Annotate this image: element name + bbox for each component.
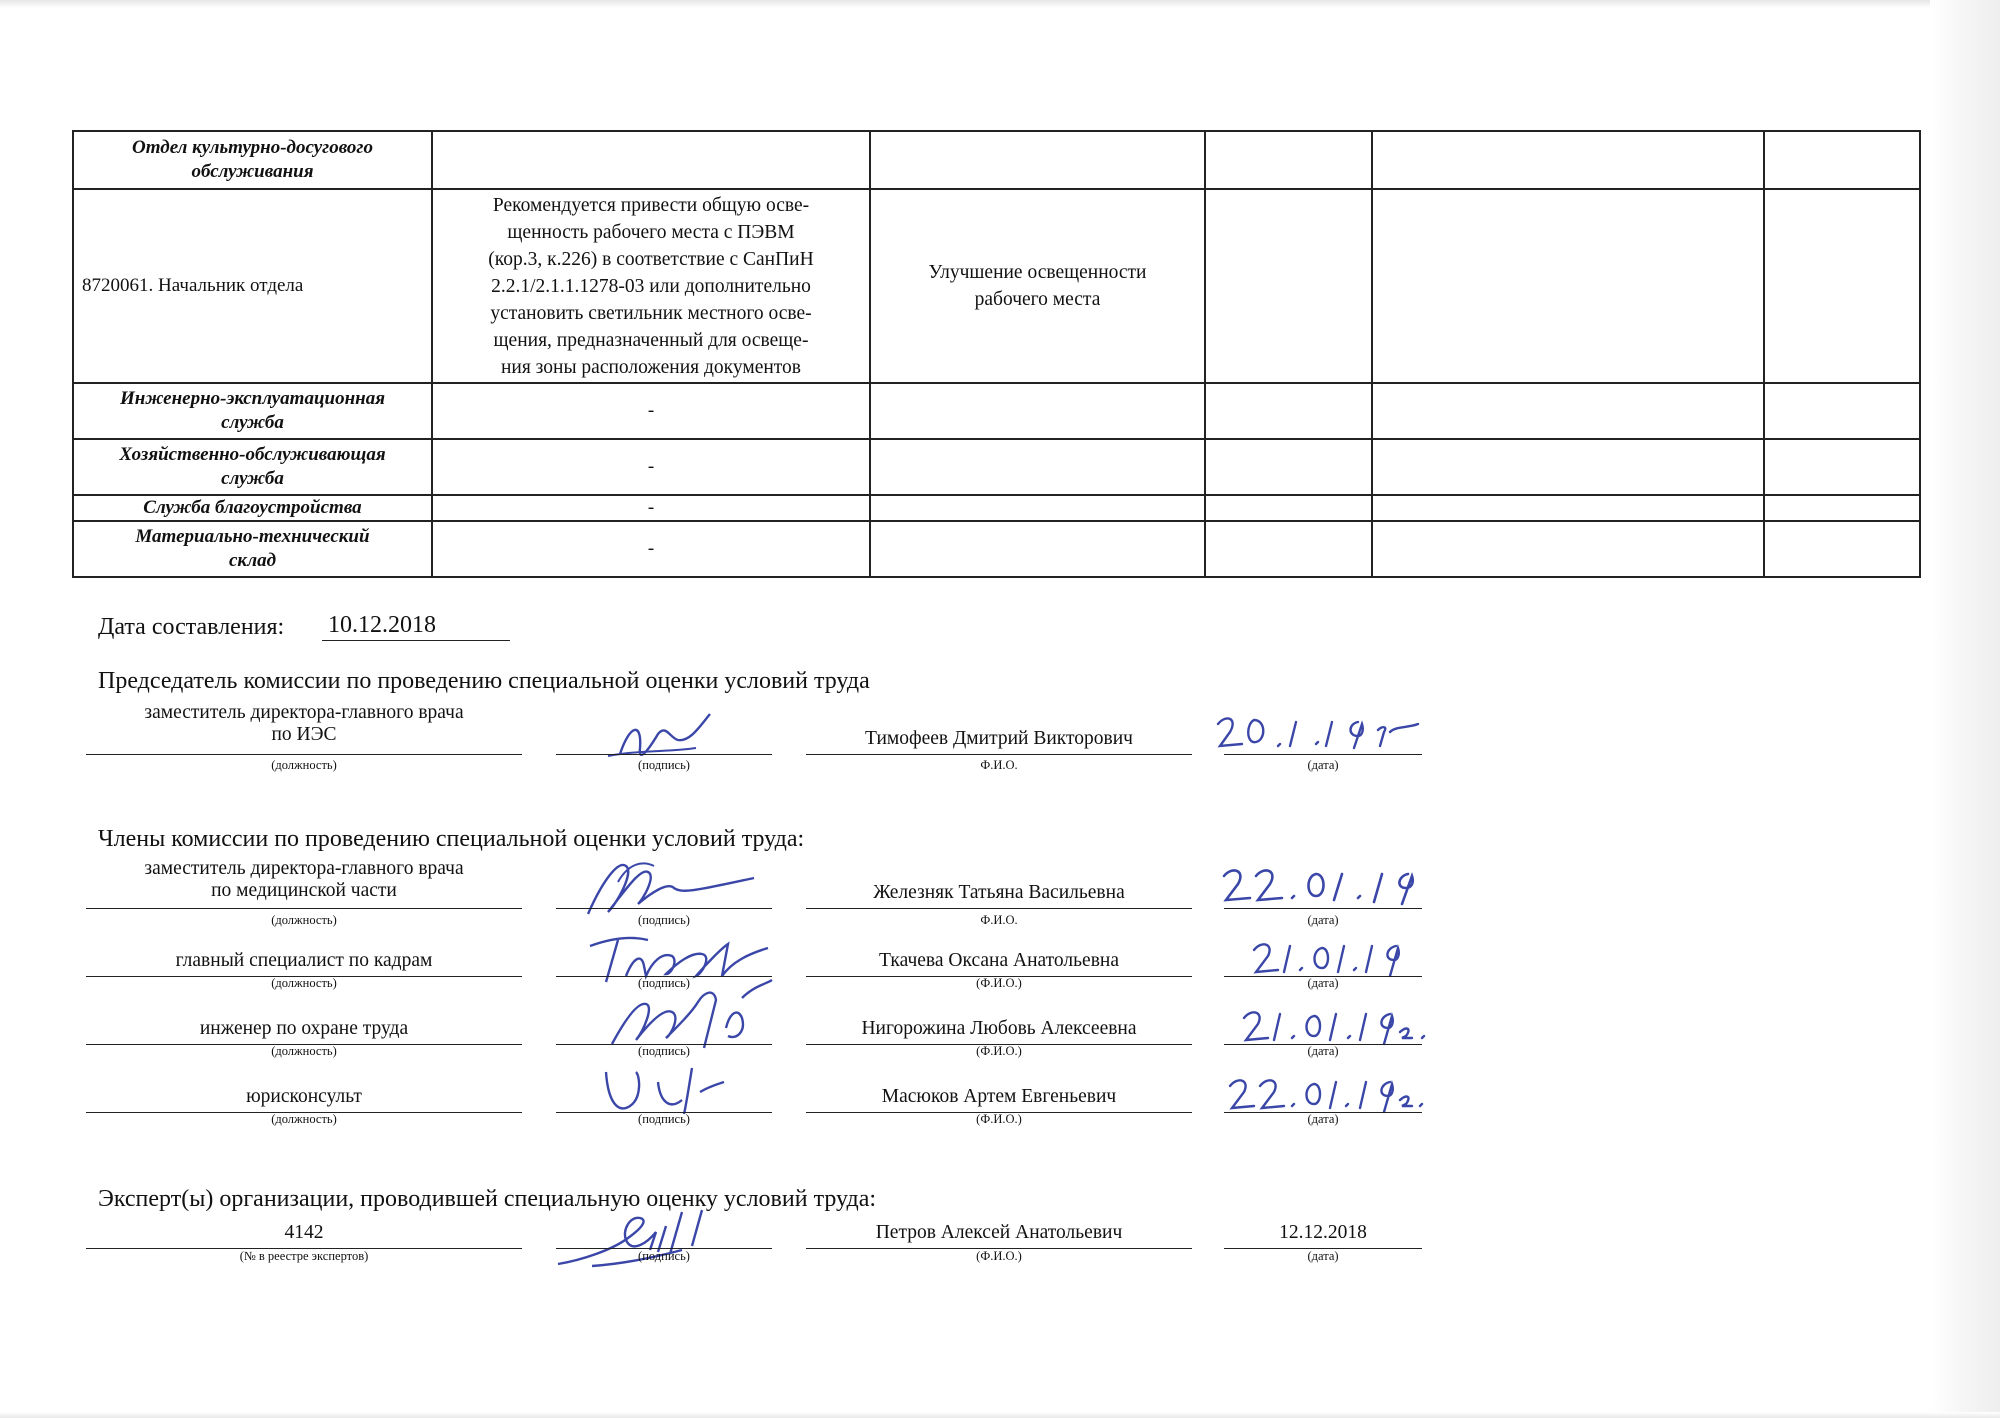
member-position: юрисконсульт [246, 1086, 362, 1107]
caption-signature: (подпись) [638, 758, 690, 772]
dash-cell: - [432, 495, 870, 521]
table-cell [870, 439, 1205, 495]
caption-position: (должность) [271, 976, 337, 990]
table-cell [432, 131, 870, 189]
chairman-heading: Председатель комиссии по проведению специальной оценки условий труда [98, 668, 870, 694]
dept-cell: Служба благоустройства [73, 495, 432, 521]
table-cell [1764, 439, 1920, 495]
table-cell [1764, 521, 1920, 577]
member-position [86, 858, 522, 902]
caption-date: (дата) [1307, 976, 1339, 990]
table-row [73, 521, 1920, 577]
caption-name: (Ф.И.О.) [976, 1249, 1022, 1263]
scan-edge-right [1930, 0, 2000, 1418]
table-cell [1372, 439, 1764, 495]
caption-position: (должность) [271, 1044, 337, 1058]
chairman-position [86, 702, 522, 746]
dept-line: Хозяйственно-обслуживающая [119, 444, 386, 465]
recommendation-line: 2.2.1/2.1.1.1278-03 или дополнительно [491, 275, 811, 297]
recommendation-line: (кор.3, к.226) в соответствие с СанПиН [488, 248, 814, 270]
table-cell [1764, 495, 1920, 521]
dept-line: склад [228, 550, 277, 571]
table-cell [870, 383, 1205, 439]
chairman-handwritten-date [1212, 710, 1422, 756]
member-position: главный специалист по кадрам [175, 950, 433, 971]
member-name: Ткачева Оксана Анатольевна [878, 950, 1119, 971]
position-line: заместитель директора-главного врача [144, 702, 464, 723]
position-cell: 8720061. Начальник отдела [73, 189, 432, 383]
caption-date: (дата) [1307, 1249, 1339, 1263]
table-cell [1205, 439, 1372, 495]
caption-position: (должность) [271, 913, 337, 927]
table-cell [1205, 189, 1372, 383]
caption-signature: (подпись) [638, 1249, 690, 1263]
member-name: Масюков Артем Евгеньевич [881, 1086, 1117, 1107]
table-cell [870, 521, 1205, 577]
goal-line: рабочего места [974, 289, 1101, 310]
member-handwritten-date [1240, 1004, 1430, 1048]
recommendation-line: щения, предназначенный для освеще- [493, 329, 809, 351]
member-name: Железняк Татьяна Васильевна [873, 882, 1125, 903]
member-position-line [86, 908, 522, 909]
expert-name: Петров Алексей Анатольевич [875, 1222, 1123, 1243]
caption-date: (дата) [1307, 1112, 1339, 1126]
member-signature-line [556, 908, 772, 909]
dept-line: обслуживания [191, 161, 314, 182]
chairman-name-line [806, 754, 1192, 755]
caption-date: (дата) [1307, 1044, 1339, 1058]
members-heading: Члены комиссии по проведению специальной оценки условий труда: [98, 826, 805, 852]
position-line: по медицинской части [211, 880, 397, 901]
caption-signature: (подпись) [638, 1112, 690, 1126]
dash-cell: - [432, 521, 870, 577]
table-cell [1764, 131, 1920, 189]
goal-line: Улучшение освещенности [928, 262, 1147, 283]
table-cell [1372, 189, 1764, 383]
table-cell [1372, 383, 1764, 439]
member-name: Нигорожина Любовь Алексеевна [861, 1018, 1137, 1039]
scan-edge-bottom [0, 1412, 2000, 1418]
dept-line: Инженерно-эксплуатационная [120, 388, 385, 409]
table-cell [1764, 383, 1920, 439]
caption-name: (Ф.И.О.) [976, 1044, 1022, 1058]
member-handwritten-date [1250, 936, 1400, 980]
table-cell [1372, 495, 1764, 521]
date-value: 10.12.2018 [328, 612, 436, 638]
dept-cell [73, 439, 432, 495]
expert-registry-number: 4142 [284, 1222, 324, 1243]
table-cell [1205, 131, 1372, 189]
recommendation-line: щенность рабочего места с ПЭВМ [507, 221, 795, 243]
chairman-name: Тимофеев Дмитрий Викторович [865, 728, 1133, 749]
member-handwritten-date [1226, 1072, 1426, 1116]
dept-line: служба [221, 468, 284, 489]
table-row [73, 439, 1920, 495]
caption-signature: (подпись) [638, 976, 690, 990]
caption-signature: (подпись) [638, 913, 690, 927]
recommendation-line: установить светильник местного осве- [490, 302, 812, 324]
expert-heading: Эксперт(ы) организации, проводившей специальную оценку условий труда: [98, 1186, 877, 1212]
caption-name: (Ф.И.О.) [976, 1112, 1022, 1126]
dept-cell [73, 131, 432, 189]
recommendation-line: ния зоны расположения документов [500, 356, 802, 378]
caption-signature: (подпись) [638, 1044, 690, 1058]
member-handwritten-date [1218, 862, 1418, 910]
dept-line: Отдел культурно-досугового [132, 137, 373, 158]
table-cell [870, 131, 1205, 189]
table-row [73, 189, 1920, 383]
caption-date: (дата) [1307, 913, 1339, 927]
table-cell [1372, 131, 1764, 189]
position-line: по ИЭС [271, 724, 337, 745]
member-date-line [1224, 908, 1422, 909]
recommendation-line: Рекомендуется привести общую осве- [492, 194, 810, 216]
table-row [73, 495, 1920, 521]
chairman-signature-line [556, 754, 772, 755]
dept-cell [73, 383, 432, 439]
dash-cell: - [432, 439, 870, 495]
dept-line: служба [221, 412, 284, 433]
caption-position: (должность) [271, 1112, 337, 1126]
table-row [73, 383, 1920, 439]
caption-position: (должность) [271, 758, 337, 772]
recommendation-cell [432, 189, 870, 383]
table-cell [1205, 383, 1372, 439]
chairman-date-line [1224, 754, 1422, 755]
caption-name: (Ф.И.О.) [976, 976, 1022, 990]
dash-cell: - [432, 383, 870, 439]
dept-cell [73, 521, 432, 577]
caption-name: Ф.И.О. [980, 913, 1018, 927]
date-label: Дата составления: [98, 614, 285, 640]
caption-registry: (№ в реестре экспертов) [239, 1249, 369, 1263]
table-row [73, 131, 1920, 189]
table-cell [1764, 189, 1920, 383]
member-name-line [806, 908, 1192, 909]
position-line: заместитель директора-главного врача [144, 858, 464, 879]
table-cell [1205, 521, 1372, 577]
table-cell [1372, 521, 1764, 577]
measures-table [72, 130, 1921, 578]
table-cell [1205, 495, 1372, 521]
caption-date: (дата) [1307, 758, 1339, 772]
scan-edge-top [0, 0, 2000, 8]
chairman-position-line [86, 754, 522, 755]
dept-line: Материально-технический [135, 526, 370, 547]
table-cell [870, 495, 1205, 521]
member-position: инженер по охране труда [199, 1018, 409, 1039]
goal-cell [870, 189, 1205, 383]
caption-name: Ф.И.О. [980, 758, 1018, 772]
date-underline [322, 640, 510, 641]
expert-date: 12.12.2018 [1279, 1222, 1367, 1243]
